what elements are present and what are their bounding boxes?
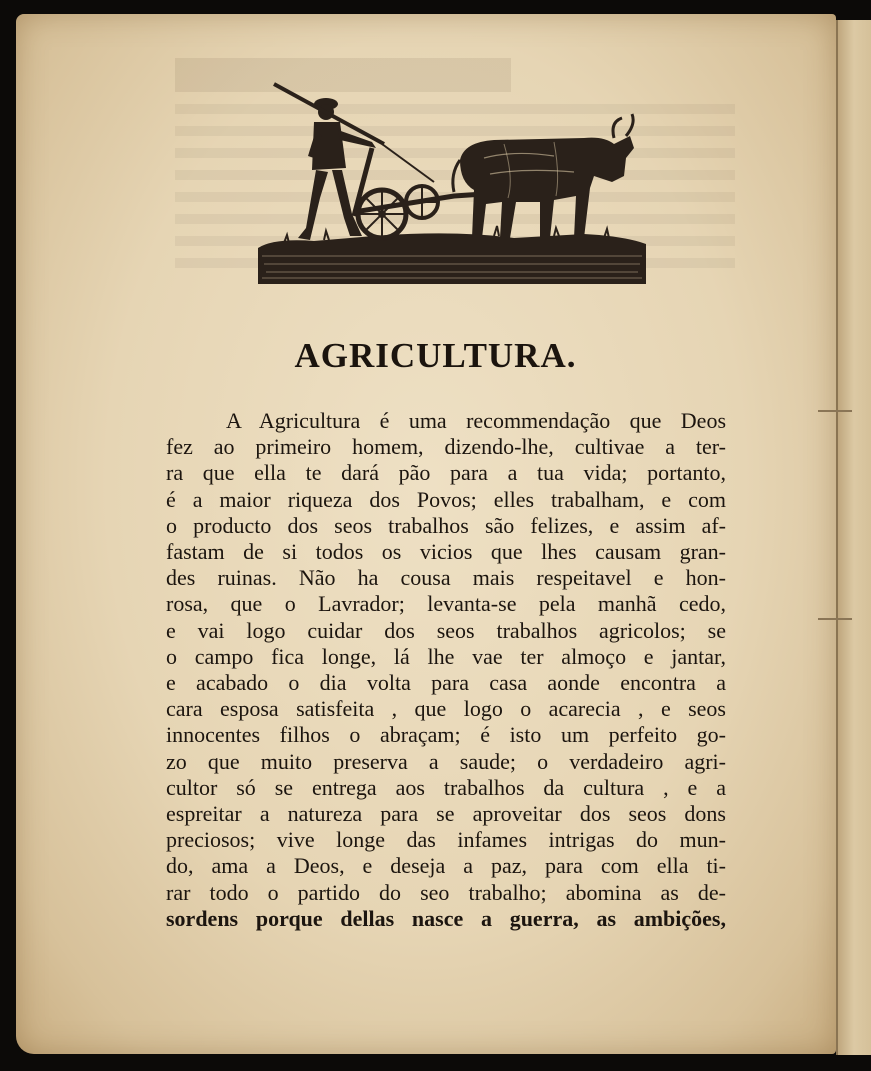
text-line: espreitar a natureza para se aproveitar dos seos dons <box>166 801 726 827</box>
text-line: o producto dos seos trabalhos são felizes, e assim af- <box>166 512 726 538</box>
text-line: A Agricultura é uma recommendação que Deos <box>226 408 726 433</box>
text-line: rar todo o partido do seo trabalho; abomina as de- <box>166 879 726 905</box>
text-line: des ruinas. Não ha cousa mais respeitavel e hon- <box>166 565 726 591</box>
text-line: preciosos; vive longe das infames intrigas do mun- <box>166 827 726 853</box>
page-edge-mark <box>818 410 852 412</box>
text-line: rosa, que o Lavrador; levanta-se pela manhã cedo, <box>166 591 726 617</box>
text-line: fez ao primeiro homem, dizendo-lhe, cultivae a ter- <box>166 434 726 460</box>
text-line: ra que ella te dará pão para a tua vida; portanto, <box>166 460 726 486</box>
ploughman-with-oxen-woodcut-icon <box>254 78 650 290</box>
text-line: é a maior riqueza dos Povos; elles trabalham, e com <box>166 486 726 512</box>
text-line: e vai logo cuidar dos seos trabalhos agricolos; se <box>166 617 726 643</box>
text-line: e acabado o dia volta para casa aonde encontra a <box>166 670 726 696</box>
body-paragraph <box>166 408 726 932</box>
page-edge-mark <box>818 618 852 620</box>
text-line: zo que muito preserva a saude; o verdadeiro agri- <box>166 748 726 774</box>
text-line: o campo fica longe, lá lhe vae ter almoço e jantar, <box>166 643 726 669</box>
text-line: cultor só se entrega aos trabalhos da cultura , e a <box>166 774 726 800</box>
text-line: cara esposa satisfeita , que logo o acarecia , e seos <box>166 696 726 722</box>
text-line: do, ama a Deos, e deseja a paz, para com ella ti- <box>166 853 726 879</box>
text-line: sordens porque dellas nasce a guerra, as ambições, <box>166 905 726 931</box>
text-line: innocentes filhos o abraçam; é isto um perfeito go- <box>166 722 726 748</box>
text-line: fastam de si todos os vicios que lhes causam gran- <box>166 539 726 565</box>
next-page-edge <box>836 20 871 1055</box>
page-title: AGRICULTURA. <box>294 336 577 375</box>
